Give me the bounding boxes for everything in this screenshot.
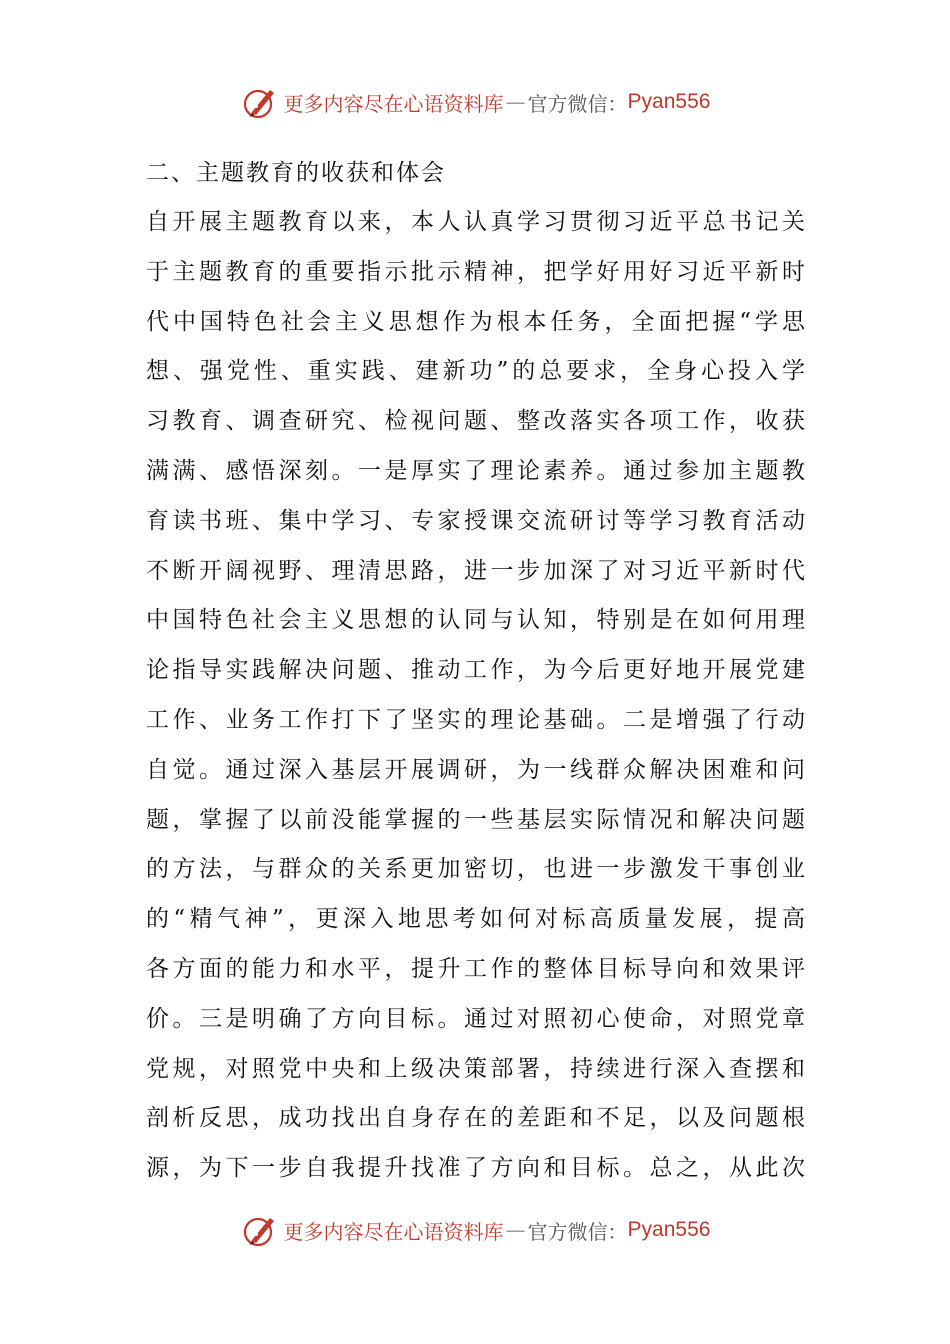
section-heading: 二、主题教育的收获和体会 (146, 160, 446, 186)
text-line: 题，掌握了以前没能掌握的一些基层实际情况和解决问题 (146, 806, 806, 833)
document-body (146, 148, 806, 1194)
banner-wechat-id: Pyan556 (627, 90, 711, 113)
text-line: 剖析反思，成功找出自身存在的差距和不足，以及问题根 (146, 1105, 806, 1132)
text-line: 满满、感悟深刻。一是厚实了理论素养。通过参加主题教 (146, 457, 806, 484)
text-line: 不断开阔视野、理清思路，进一步加深了对习近平新时代 (146, 557, 806, 584)
banner-site-text: 更多内容尽在心语资料库 (283, 1219, 504, 1244)
text-line: 工作、业务工作打下了坚实的理论基础。二是增强了行动 (146, 706, 806, 733)
text-line: 代中国特色社会主义思想作为根本任务，全面把握“学思 (146, 308, 806, 335)
banner-site-text: 更多内容尽在心语资料库 (283, 91, 504, 116)
text-line: 论指导实践解决问题、推动工作，为今后更好地开展党建 (146, 657, 806, 684)
text-line: 育读书班、集中学习、专家授课交流研讨等学习教育活动 (146, 507, 806, 534)
text-line: 源，为下一步自我提升找准了方向和目标。总之，从此次 (146, 1155, 806, 1182)
text-line: 于主题教育的重要指示批示精神，把学好用好习近平新时 (146, 258, 806, 285)
pen-logo-icon (240, 82, 280, 122)
banner-wechat-label: 官方微信： (527, 91, 628, 116)
text-line: 各方面的能力和水平，提升工作的整体目标导向和效果评 (146, 955, 806, 982)
text-line: 党规，对照党中央和上级决策部署，持续进行深入查摆和 (146, 1055, 806, 1082)
text-line: 习教育、调查研究、检视问题、整改落实各项工作，收获 (146, 408, 806, 435)
banner-dash: — (505, 1218, 526, 1242)
paragraph (146, 198, 806, 1194)
header-banner (0, 80, 950, 124)
pen-logo-icon (240, 1210, 280, 1250)
text-line: 自开展主题教育以来，本人认真学习贯彻习近平总书记关 (146, 209, 806, 235)
banner-wechat-id: Pyan556 (627, 1218, 711, 1241)
text-line: 的“精气神”，更深入地思考如何对标高质量发展，提高 (146, 906, 806, 933)
banner-wechat-label: 官方微信： (527, 1219, 628, 1244)
text-line: 的方法，与群众的关系更加密切，也进一步激发干事创业 (146, 856, 806, 883)
banner-dash: — (505, 90, 526, 114)
text-line: 想、强党性、重实践、建新功”的总要求，全身心投入学 (146, 358, 806, 385)
text-line: 价。三是明确了方向目标。通过对照初心使命，对照党章 (146, 1005, 806, 1032)
footer-banner (0, 1208, 950, 1252)
text-line: 中国特色社会主义思想的认同与认知，特别是在如何用理 (146, 607, 806, 634)
text-line: 自觉。通过深入基层开展调研，为一线群众解决困难和问 (146, 756, 806, 783)
